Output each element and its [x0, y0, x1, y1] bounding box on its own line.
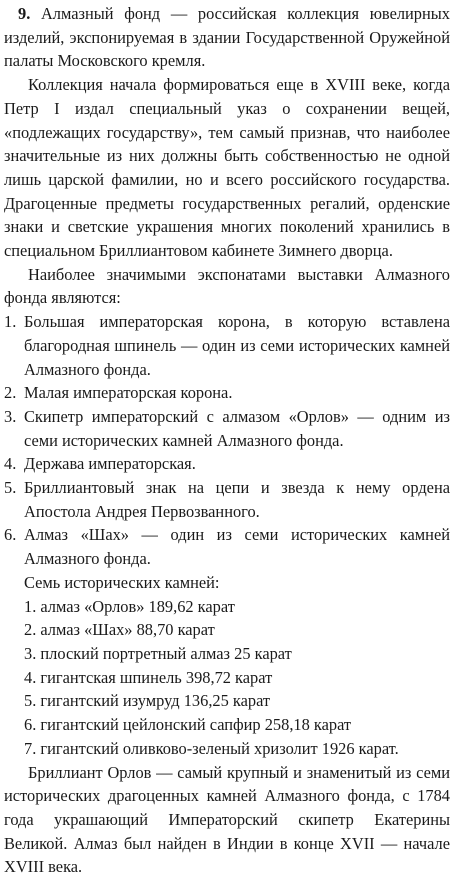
exhibit-item — [4, 405, 450, 452]
exhibit-text: Малая императорская корона. — [24, 383, 232, 402]
intro-text: Алмазный фонд — российская коллекция ювелирных изделий, экспонируемая в здании Государственной Оружейной палаты Московского кремля. — [4, 4, 450, 70]
section-number: 9. — [18, 4, 30, 23]
exhibit-text: Скипетр императорский с алмазом «Орлов» — одним из семи исторических камней Алмазного фонда. — [24, 407, 450, 450]
exhibit-text: Большая императорская корона, в которую вставлена благородная шпинель — один из семи исторических камней Алмазного фонда. — [24, 312, 450, 378]
exhibits-intro-paragraph: Наиболее значимыми экспонатами выставки Алмазного фонда являются: — [4, 263, 450, 310]
exhibit-number: 5. — [4, 476, 16, 500]
exhibit-item — [4, 452, 450, 476]
exhibit-item — [4, 476, 450, 523]
stone-item: 7. гигантский оливково-зеленый хризолит 1926 карат. — [4, 737, 450, 761]
stone-item: 6. гигантский цейлонский сапфир 258,18 карат — [4, 713, 450, 737]
exhibit-text: Держава императорская. — [24, 454, 196, 473]
exhibit-number: 3. — [4, 405, 16, 429]
stones-list — [4, 595, 450, 761]
orlov-paragraph: Бриллиант Орлов — самый крупный и знаменитый из семи исторических драгоценных камней Алмазного фонда, с 1784 года украшающий Императорский скипетр Екатерины Великой. Алмаз был найден в Индии в конце XVII — начале XVIII века. — [4, 761, 450, 879]
history-paragraph: Коллекция начала формироваться еще в XVIII веке, когда Петр I издал специальный указ о сохранении вещей, «подлежащих государству», тем самый признав, что наиболее значительные из них должны быть собственностью не одной лишь царской фамилии, но и всего российского государства. Драгоценные предметы государственных регалий, орденские знаки и светские украшения многих поколений хранились в специальном Бриллиантовом кабинете Зимнего дворца. — [4, 73, 450, 263]
exhibit-item — [4, 523, 450, 570]
exhibit-item — [4, 381, 450, 405]
stones-heading: Семь исторических камней: — [4, 571, 450, 595]
exhibit-item — [4, 310, 450, 381]
stone-item: 2. алмаз «Шах» 88,70 карат — [4, 618, 450, 642]
stone-item: 1. алмаз «Орлов» 189,62 карат — [4, 595, 450, 619]
stone-item: 4. гигантская шпинель 398,72 карат — [4, 666, 450, 690]
stone-item: 3. плоский портретный алмаз 25 карат — [4, 642, 450, 666]
stone-item: 5. гигантский изумруд 136,25 карат — [4, 689, 450, 713]
exhibits-list — [4, 310, 450, 571]
exhibit-text: Бриллиантовый знак на цепи и звезда к нему ордена Апостола Андрея Первозванного. — [24, 478, 450, 521]
exhibit-number: 2. — [4, 381, 16, 405]
exhibit-number: 1. — [4, 310, 16, 334]
exhibit-number: 4. — [4, 452, 16, 476]
exhibit-number: 6. — [4, 523, 16, 547]
intro-paragraph — [4, 2, 450, 73]
exhibit-text: Алмаз «Шах» — один из семи исторических камней Алмазного фонда. — [24, 525, 450, 568]
